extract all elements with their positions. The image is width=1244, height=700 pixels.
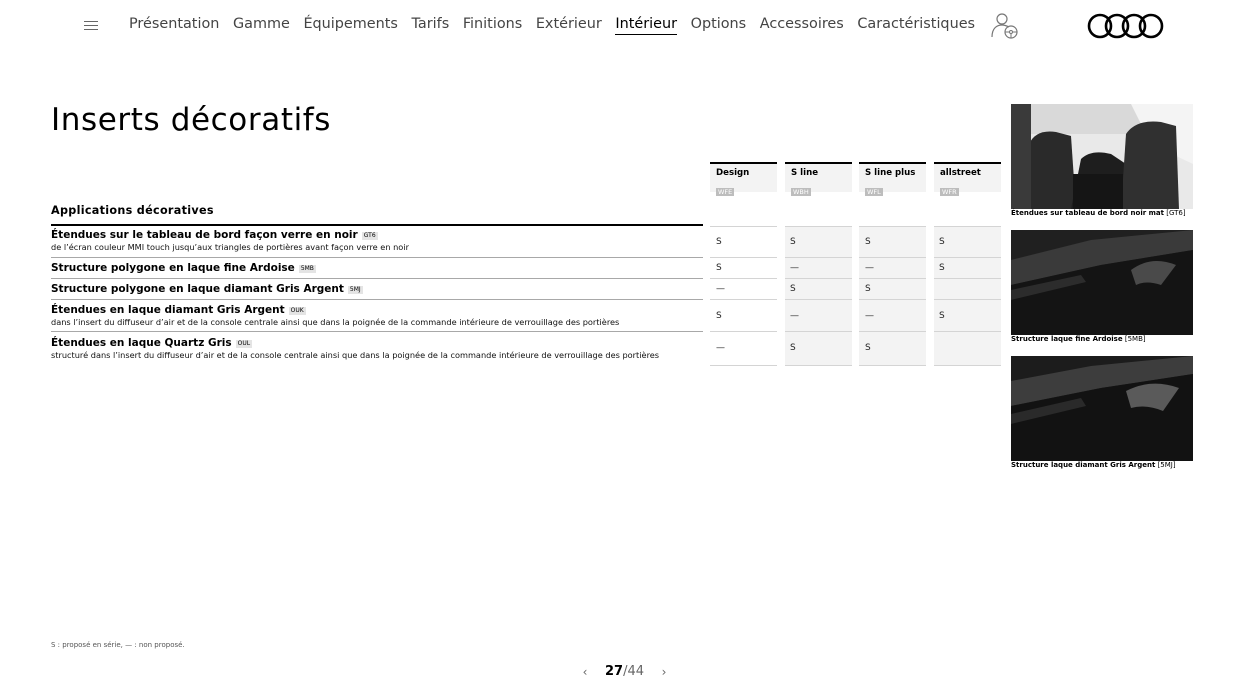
table-cell: S: [939, 237, 945, 247]
cell-divider: [785, 299, 852, 300]
cell-divider: [934, 365, 1001, 366]
row-divider: [51, 299, 703, 300]
page-indicator: [605, 664, 644, 679]
cell-divider: [859, 278, 926, 279]
cell-divider: [859, 299, 926, 300]
table-cell: S: [790, 237, 796, 247]
table-row: [51, 337, 1001, 361]
cell-divider: [859, 331, 926, 332]
column-name: allstreet: [940, 168, 981, 178]
driver-steering-icon[interactable]: [989, 11, 1021, 39]
table-row: [51, 262, 1001, 275]
row-description: dans l’insert du diffuseur d’air et de la console centrale ainsi que dans la poignée de la commande intérieure de verrouillage des portières: [51, 317, 620, 327]
column-header-design: [710, 162, 777, 196]
cell-divider: [934, 278, 1001, 279]
nav-item-accessoires[interactable]: Accessoires: [759, 16, 844, 32]
chevron-right-icon[interactable]: ›: [661, 664, 667, 679]
cell-divider: [934, 299, 1001, 300]
cell-divider: [710, 365, 777, 366]
page-title: Inserts décoratifs: [51, 102, 332, 138]
nav-item-exterieur[interactable]: Extérieur: [535, 16, 602, 32]
nav-item-gamme[interactable]: Gamme: [232, 16, 290, 32]
option-code: OUL: [237, 340, 251, 347]
table-row: [51, 304, 1001, 328]
table-cell: S: [939, 311, 945, 321]
interior-photo-dashboard: [1011, 104, 1193, 209]
row-description: structuré dans l’insert du diffuseur d’air et de la console centrale ainsi que dans la poignée de la commande intérieure de verrouillage des portières: [51, 350, 660, 360]
table-cell: —: [790, 263, 799, 273]
row-divider: [51, 331, 703, 332]
interior-photo-ardoise: [1011, 230, 1193, 335]
section-header: Applications décoratives: [51, 204, 214, 217]
legend-footnote: S : proposé en série, — : non proposé.: [51, 641, 185, 649]
interior-photo-gris-argent: [1011, 356, 1193, 461]
cell-divider: [859, 226, 926, 227]
column-header-allstreet: [934, 162, 1001, 196]
table-cell: S: [865, 284, 871, 294]
cell-divider: [785, 278, 852, 279]
row-title: Étendues en laque Quartz Gris OUL: [51, 337, 251, 349]
column-code: WFE: [718, 188, 733, 196]
row-title: Structure polygone en laque fine Ardoise 5MB: [51, 262, 314, 274]
column-code: WFL: [867, 188, 881, 196]
total-pages: /44: [623, 664, 645, 679]
table-cell: S: [790, 343, 796, 353]
cell-divider: [859, 257, 926, 258]
option-code: 5MJ: [349, 286, 361, 293]
column-code: WBH: [793, 188, 809, 196]
table-cell: —: [716, 284, 725, 294]
row-divider: [51, 278, 703, 279]
cell-divider: [859, 365, 926, 366]
brand-rings-logo[interactable]: [1087, 12, 1165, 40]
nav-item-tarifs[interactable]: Tarifs: [411, 16, 450, 32]
table-cell: —: [790, 311, 799, 321]
nav-item-options[interactable]: Options: [690, 16, 747, 32]
row-description: de l’écran couleur MMI touch jusqu’aux triangles de portières avant façon verre en noir: [51, 242, 409, 252]
option-code: GT6: [363, 232, 376, 239]
chevron-left-icon[interactable]: ‹: [582, 664, 588, 679]
table-cell: S: [865, 237, 871, 247]
cell-divider: [934, 257, 1001, 258]
column-name: Design: [716, 168, 750, 178]
nav-item-presentation[interactable]: Présentation: [129, 16, 220, 32]
section-divider: [51, 224, 703, 226]
option-code: OUK: [290, 307, 304, 314]
cell-divider: [934, 226, 1001, 227]
pagination: [577, 664, 672, 679]
table-cell: S: [716, 311, 722, 321]
table-cell: S: [716, 263, 722, 273]
table-cell: S: [865, 343, 871, 353]
column-name: S line plus: [865, 168, 916, 178]
cell-divider: [710, 226, 777, 227]
menu-icon[interactable]: [84, 21, 98, 30]
row-divider: [51, 257, 703, 258]
row-title: Étendues en laque diamant Gris Argent OUK: [51, 304, 304, 316]
image-caption: Étendues sur tableau de bord noir mat [GT6]: [1011, 209, 1186, 217]
cell-divider: [710, 278, 777, 279]
table-row: [51, 283, 1001, 296]
current-page: 27: [605, 664, 624, 679]
column-header-s-line-plus: [859, 162, 926, 196]
nav-item-interieur[interactable]: Intérieur: [615, 16, 677, 35]
table-row: [51, 229, 1001, 253]
cell-divider: [710, 299, 777, 300]
cell-divider: [785, 257, 852, 258]
cell-divider: [710, 331, 777, 332]
nav-item-equipements[interactable]: Équipements: [303, 16, 398, 32]
cell-divider: [710, 257, 777, 258]
table-cell: S: [716, 237, 722, 247]
column-header-s-line: [785, 162, 852, 196]
nav-bar: [129, 16, 989, 35]
table-cell: S: [939, 263, 945, 273]
nav-item-caracteristiques[interactable]: Caractéristiques: [857, 16, 976, 32]
column-name: S line: [791, 168, 819, 178]
table-cell: —: [865, 311, 874, 321]
column-code: WFR: [942, 188, 957, 196]
table-cell: —: [716, 343, 725, 353]
cell-divider: [934, 331, 1001, 332]
row-title: Structure polygone en laque diamant Gris Argent 5MJ: [51, 283, 361, 295]
cell-divider: [785, 331, 852, 332]
nav-item-finitions[interactable]: Finitions: [462, 16, 523, 32]
table-cell: S: [790, 284, 796, 294]
cell-divider: [785, 365, 852, 366]
top-navigation: [0, 0, 1244, 50]
option-code: 5MB: [300, 265, 314, 272]
cell-divider: [785, 226, 852, 227]
image-caption: Structure laque fine Ardoise [5MB]: [1011, 335, 1146, 343]
row-title: Étendues sur le tableau de bord façon verre en noir GT6: [51, 229, 376, 241]
table-cell: —: [865, 263, 874, 273]
image-caption: Structure laque diamant Gris Argent [5MJ]: [1011, 461, 1176, 469]
